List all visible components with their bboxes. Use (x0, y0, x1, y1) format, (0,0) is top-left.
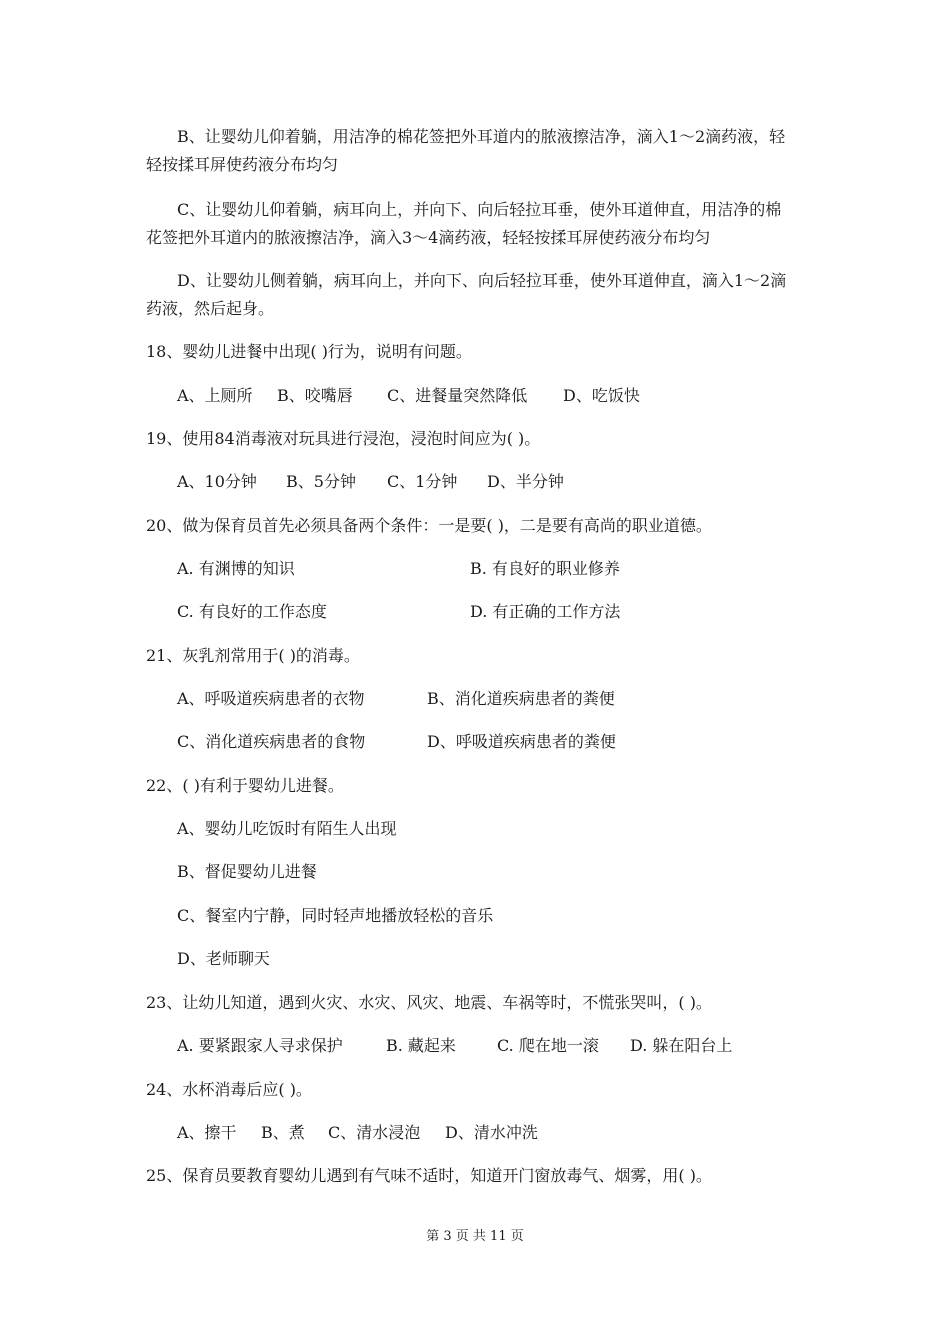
q18-option-c: C、进餐量突然降低 (387, 386, 528, 405)
q22-option-b: B、督促婴幼儿进餐 (177, 862, 317, 881)
q17-option-c-line2: 花签把外耳道内的脓液擦洁净，滴入3～4滴药液，轻轻按揉耳屏使药液分布均匀 (146, 228, 711, 247)
q19-option-a: A、10分钟 (177, 472, 257, 491)
q22-option-a: A、婴幼儿吃饭时有陌生人出现 (177, 819, 397, 838)
q20-option-c: C. 有良好的工作态度 (177, 602, 327, 621)
q17-option-d-line1: D、让婴幼儿侧着躺，病耳向上，并向下、向后轻拉耳垂，使外耳道伸直，滴入1～2滴 (177, 271, 787, 290)
q23-question: 23、让幼儿知道，遇到火灾、水灾、风灾、地震、车祸等时，不慌张哭叫，( )。 (146, 993, 712, 1012)
q24-option-c: C、清水浸泡 (328, 1123, 421, 1142)
q21-option-b: B、消化道疾病患者的粪便 (427, 689, 615, 708)
q23-option-d: D. 躲在阳台上 (630, 1036, 733, 1055)
q17-option-b-line2: 轻按揉耳屏使药液分布均匀 (146, 155, 339, 174)
page-footer: 第 3 页 共 11 页 (426, 1229, 524, 1244)
q21-option-d: D、呼吸道疾病患者的粪便 (427, 732, 616, 751)
q17-option-d-line2: 药液，然后起身。 (146, 299, 275, 318)
q19-question: 19、使用84消毒液对玩具进行浸泡，浸泡时间应为( )。 (146, 429, 541, 448)
q19-option-d: D、半分钟 (487, 472, 564, 491)
q19-option-c: C、1分钟 (387, 472, 458, 491)
q24-option-a: A、擦干 (177, 1123, 237, 1142)
q24-question: 24、水杯消毒后应( )。 (146, 1080, 312, 1099)
q23-option-c: C. 爬在地一滚 (497, 1036, 599, 1055)
q20-option-b: B. 有良好的职业修养 (470, 559, 620, 578)
q18-option-b: B、咬嘴唇 (277, 386, 353, 405)
q24-option-b: B、煮 (261, 1123, 305, 1142)
q21-option-a: A、呼吸道疾病患者的衣物 (177, 689, 365, 708)
q22-option-d: D、老师聊天 (177, 949, 270, 968)
q20-question: 20、做为保育员首先必须具备两个条件：一是要( )，二是要有高尚的职业道德。 (146, 516, 712, 535)
q17-option-c-line1: C、让婴幼儿仰着躺，病耳向上，并向下、向后轻拉耳垂，使外耳道伸直，用洁净的棉 (177, 200, 782, 219)
q17-option-b-line1: B、让婴幼儿仰着躺，用洁净的棉花签把外耳道内的脓液擦洁净，滴入1～2滴药液，轻 (177, 127, 786, 146)
q21-option-c: C、消化道疾病患者的食物 (177, 732, 366, 751)
q21-question: 21、灰乳剂常用于( )的消毒。 (146, 646, 360, 665)
q24-option-d: D、清水冲洗 (445, 1123, 538, 1142)
q20-option-d: D. 有正确的工作方法 (470, 602, 621, 621)
q18-option-d: D、吃饭快 (563, 386, 640, 405)
q23-option-a: A. 要紧跟家人寻求保护 (177, 1036, 343, 1055)
q20-option-a: A. 有渊博的知识 (177, 559, 295, 578)
q18-option-a: A、上厕所 (177, 386, 253, 405)
q22-question: 22、( )有利于婴幼儿进餐。 (146, 776, 344, 795)
q25-question: 25、保育员要教育婴幼儿遇到有气味不适时，知道开门窗放毒气、烟雾，用( )。 (146, 1166, 712, 1185)
q18-question: 18、婴幼儿进餐中出现( )行为，说明有问题。 (146, 342, 472, 361)
q19-option-b: B、5分钟 (286, 472, 356, 491)
q23-option-b: B. 藏起来 (386, 1036, 456, 1055)
q22-option-c: C、餐室内宁静，同时轻声地播放轻松的音乐 (177, 906, 494, 925)
